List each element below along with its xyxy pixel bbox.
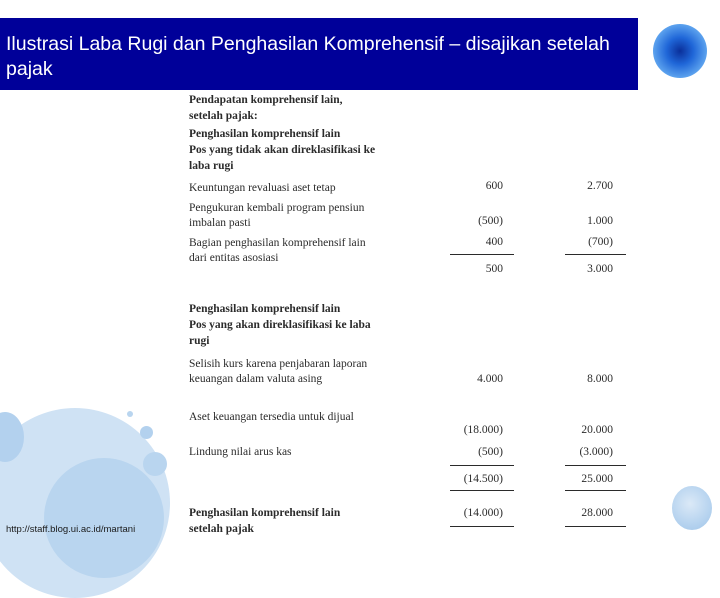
total-value: (14.000) xyxy=(463,507,503,519)
section-heading: Pos yang tidak akan direklasifikasi ke xyxy=(189,144,376,156)
row-label: imbalan pasti xyxy=(189,217,251,229)
row-value: 400 xyxy=(485,236,503,248)
row-label: Lindung nilai arus kas xyxy=(189,446,292,458)
bubble-decoration xyxy=(143,452,167,476)
intro-heading: setelah pajak: xyxy=(189,110,258,122)
underline-rule xyxy=(565,254,626,255)
section-heading: Penghasilan komprehensif lain xyxy=(189,128,341,140)
slide-title: Ilustrasi Laba Rugi dan Penghasilan Komprehensif – disajikan setelah pajak xyxy=(6,33,610,80)
row-value: 2.700 xyxy=(587,180,613,192)
underline-rule xyxy=(450,465,514,466)
row-label: Pengukuran kembali program pensiun xyxy=(189,202,365,214)
underline-rule xyxy=(450,254,514,255)
underline-rule xyxy=(565,490,626,491)
section-heading: Penghasilan komprehensif lain xyxy=(189,303,341,315)
subtotal-value: (14.500) xyxy=(463,473,503,485)
total-value: 28.000 xyxy=(581,507,613,519)
section-heading: rugi xyxy=(189,335,210,347)
intro-heading: Pendapatan komprehensif lain, xyxy=(189,94,343,106)
row-label: Bagian penghasilan komprehensif lain xyxy=(189,237,366,249)
blue-orb-decoration xyxy=(653,24,707,78)
slide-title-bar xyxy=(0,18,638,90)
row-label: Keuntungan revaluasi aset tetap xyxy=(189,182,336,194)
row-value: (700) xyxy=(588,236,613,248)
row-label: Aset keuangan tersedia untuk dijual xyxy=(189,411,354,423)
row-value: (18.000) xyxy=(463,424,503,436)
row-value: 600 xyxy=(485,180,503,192)
row-value: 8.000 xyxy=(587,373,613,385)
row-value: 20.000 xyxy=(581,424,613,436)
subtotal-value: 500 xyxy=(485,263,503,275)
row-value: (3.000) xyxy=(579,446,613,458)
underline-rule xyxy=(450,490,514,491)
row-label: keuangan dalam valuta asing xyxy=(189,373,323,385)
bubble-decoration xyxy=(44,458,164,578)
footer-url: http://staff.blog.ui.ac.id/martani xyxy=(6,524,136,535)
underline-rule xyxy=(450,526,514,527)
row-label: Selisih kurs karena penjabaran laporan xyxy=(189,358,368,370)
row-value: 1.000 xyxy=(587,215,613,227)
subtotal-value: 3.000 xyxy=(587,263,613,275)
row-value: (500) xyxy=(478,215,503,227)
bubble-decoration xyxy=(127,411,133,417)
row-label: dari entitas asosiasi xyxy=(189,252,279,264)
section-heading: Pos yang akan direklasifikasi ke laba xyxy=(189,319,371,331)
bubble-decoration xyxy=(140,426,153,439)
financial-statement-image xyxy=(177,90,637,540)
underline-rule xyxy=(565,526,626,527)
total-label: Penghasilan komprehensif lain xyxy=(189,507,341,519)
subtotal-value: 25.000 xyxy=(581,473,613,485)
total-label: setelah pajak xyxy=(189,523,254,535)
light-orb-decoration xyxy=(672,486,712,530)
underline-rule xyxy=(565,465,626,466)
section-heading: laba rugi xyxy=(189,160,234,172)
row-value: 4.000 xyxy=(477,373,503,385)
row-value: (500) xyxy=(478,446,503,458)
